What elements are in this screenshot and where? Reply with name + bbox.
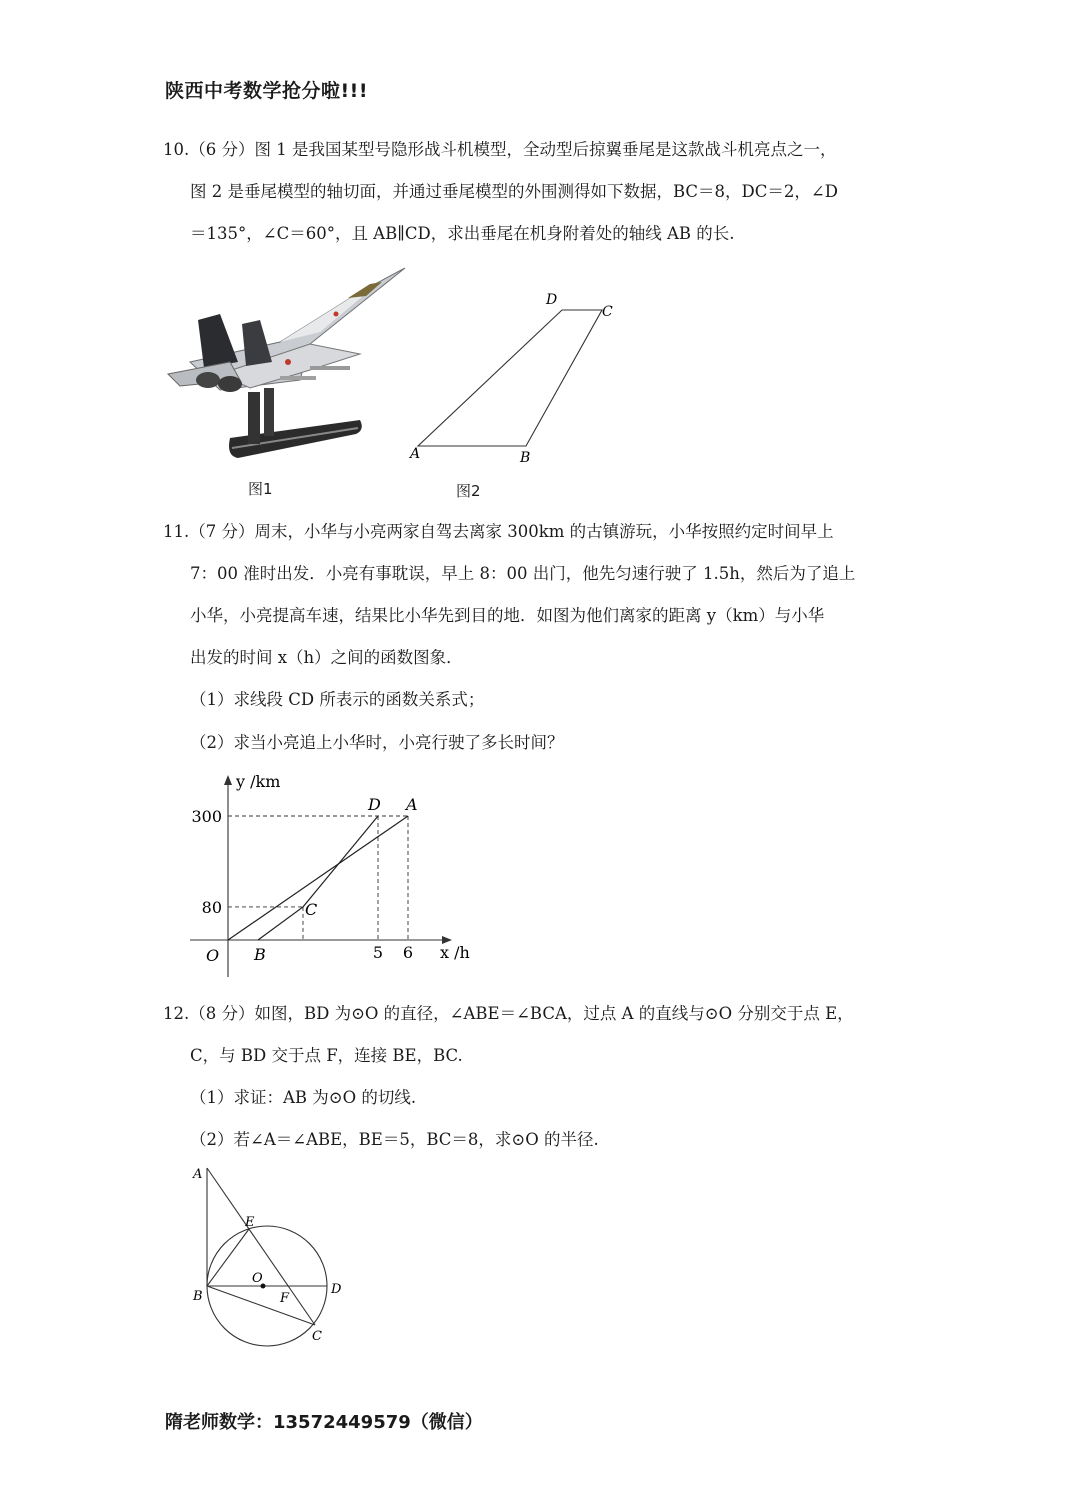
page-header: 陕西中考数学抢分啦!!!	[165, 80, 368, 102]
y-tick-80: 80	[201, 897, 222, 917]
q11-line-4: 出发的时间 x（h）之间的函数图象．	[190, 648, 463, 667]
fig3-label-o: O	[252, 1271, 263, 1286]
q12-line-2: C，与 BD 交于点 F，连接 BE，BC.	[190, 1046, 463, 1065]
origin-label: O	[206, 946, 220, 965]
fighter-jet-model-image	[160, 262, 410, 467]
q11-line-1: 11.（7 分）周末，小华与小亮两家自驾去离家 300km 的古镇游玩，小华按照约定时间早上	[163, 522, 834, 541]
fig2-caption: 图2	[456, 482, 481, 500]
q10-line-2: 图 2 是垂尾模型的轴切面，并通过垂尾模型的外围测得如下数据，BC＝8，DC＝2，∠D	[190, 182, 838, 201]
x-tick-5: 5	[372, 943, 384, 962]
q11-line-3: 小华，小亮提高车速，结果比小华先到目的地．如图为他们离家的距离 y（km）与小华	[190, 606, 825, 625]
y-tick-300: 300	[191, 807, 222, 826]
fig3-label-e: E	[245, 1215, 255, 1230]
fig3-label-a: A	[193, 1167, 203, 1182]
q11-sub-1: （1）求线段 CD 所表示的函数关系式；	[190, 690, 485, 709]
q10-line-1: 10.（6 分）图 1 是我国某型号隐形战斗机模型，全动型后掠翼垂尾是这款战斗机亮点之一，	[163, 140, 837, 159]
x-tick-6: 6	[402, 943, 414, 962]
fig2-label-c: C	[602, 304, 613, 320]
fig2-label-d: D	[546, 292, 558, 308]
point-label-D: D	[368, 795, 381, 814]
fig3-label-b: B	[193, 1289, 203, 1304]
q11-sub-2: （2）求当小亮追上小华时，小亮行驶了多长时间？	[190, 733, 564, 752]
y-axis-label: y /km	[236, 772, 281, 791]
page-footer: 隋老师数学：13572449579（微信）	[165, 1412, 483, 1433]
point-label-C: C	[305, 899, 318, 919]
fig3-label-d: D	[331, 1282, 342, 1297]
chart-series	[228, 816, 408, 940]
x-axis-label: x /h	[440, 943, 470, 962]
y-axis-arrow	[224, 775, 232, 785]
distance-time-chart	[180, 765, 500, 985]
q12-sub-2: （2）若∠A＝∠ABE，BE＝5，BC＝8，求⊙O 的半径.	[190, 1130, 599, 1149]
point-label-A: A	[406, 795, 418, 814]
trapezoid-figure	[400, 286, 630, 470]
circle-geometry-figure	[185, 1160, 355, 1355]
point-label-B: B	[254, 945, 266, 964]
fig3-label-f: F	[280, 1291, 290, 1306]
q10-line-3: ＝135°，∠C＝60°，且 AB∥CD，求出垂尾在机身附着处的轴线 AB 的长.	[190, 224, 735, 243]
fig1-caption: 图1	[248, 480, 273, 498]
q11-line-2: 7：00 准时出发．小亮有事耽误，早上 8：00 出门，他先匀速行驶了 1.5h，然后为了追上	[190, 564, 856, 583]
fig3-label-c: C	[312, 1329, 322, 1344]
fig2-label-b: B	[520, 450, 531, 466]
series-line-1	[228, 816, 408, 940]
q12-line-1: 12.（8 分）如图，BD 为⊙O 的直径，∠ABE＝∠BCA，过点 A 的直线与⊙O 分别交于点 E，	[163, 1004, 854, 1023]
q12-sub-1: （1）求证：AB 为⊙O 的切线.	[190, 1088, 417, 1107]
fig2-label-a: A	[410, 446, 421, 462]
